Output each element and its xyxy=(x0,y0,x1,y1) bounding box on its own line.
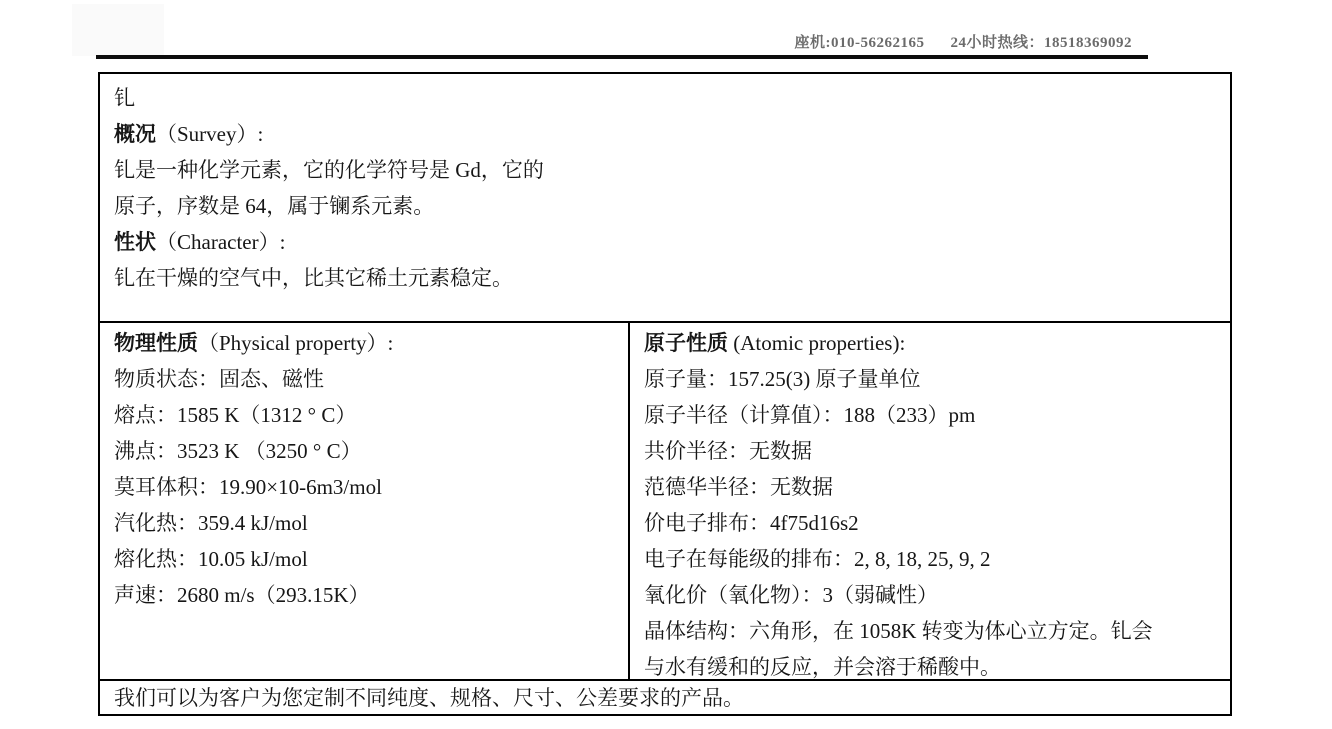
line-text: 声速：2680 m/s（293.15K） xyxy=(114,583,370,607)
text-line xyxy=(114,433,616,469)
element-title xyxy=(114,80,1216,116)
text-line xyxy=(114,361,616,397)
text-line xyxy=(114,116,1216,152)
header-contact xyxy=(794,31,1132,52)
line-text: 钆在干燥的空气中，比其它稀土元素稳定。 xyxy=(114,266,513,290)
text-line xyxy=(644,325,1218,361)
line-text: 电子在每能级的排布：2, 8, 18, 25, 9, 2 xyxy=(644,547,991,571)
text-line xyxy=(114,188,1216,224)
section-label: 概况 xyxy=(114,122,156,146)
line-text: 范德华半径：无数据 xyxy=(644,475,833,499)
text-line xyxy=(114,224,1216,260)
faded-logo xyxy=(72,4,164,56)
text-line xyxy=(114,397,616,433)
line-text: 沸点：3523 K （3250 ° C） xyxy=(114,439,362,463)
customization-note-row xyxy=(100,681,1230,714)
line-text: （Character）: xyxy=(156,230,286,254)
line-text: 物质状态：固态、磁性 xyxy=(114,367,324,391)
text-line xyxy=(644,397,1218,433)
line-text: 原子量：157.25(3) 原子量单位 xyxy=(644,367,921,391)
element-info-table xyxy=(98,72,1232,716)
text-line xyxy=(114,541,616,577)
line-text: 氧化价（氧化物）：3（弱碱性） xyxy=(644,583,938,607)
text-line xyxy=(644,613,1218,649)
text-line xyxy=(114,469,616,505)
line-text: 价电子排布：4f75d16s2 xyxy=(644,511,859,535)
section-label: 性状 xyxy=(114,230,156,254)
text-line xyxy=(644,469,1218,505)
text-line xyxy=(114,577,616,613)
line-text: 熔化热：10.05 kJ/mol xyxy=(114,547,308,571)
element-title-text: 钆 xyxy=(114,86,135,110)
text-line xyxy=(114,325,616,361)
text-line xyxy=(644,433,1218,469)
line-text: 晶体结构：六角形，在 1058K 转变为体心立方定。钆会 xyxy=(644,619,1153,643)
physical-properties-cell xyxy=(100,323,630,679)
properties-row xyxy=(100,323,1230,681)
line-text: 与水有缓和的反应，并会溶于稀酸中。 xyxy=(644,655,1001,679)
line-text: 原子，序数是 64，属于镧系元素。 xyxy=(114,194,435,218)
text-line xyxy=(644,541,1218,577)
section-label: 物理性质 xyxy=(114,331,198,355)
line-text: 钆是一种化学元素，它的化学符号是 Gd，它的 xyxy=(114,158,544,182)
text-line xyxy=(644,577,1218,613)
section-label: 原子性质 xyxy=(644,331,728,355)
line-text: 共价半径：无数据 xyxy=(644,439,812,463)
hotline-number: 24小时热线：18518369092 xyxy=(950,35,1132,51)
header-divider-rule xyxy=(96,55,1148,59)
text-line xyxy=(114,152,1216,188)
overview-section xyxy=(100,74,1230,323)
line-text: (Atomic properties): xyxy=(728,331,906,355)
landline-number: 座机:010-56262165 xyxy=(794,35,925,51)
text-line xyxy=(644,649,1218,679)
text-line xyxy=(644,505,1218,541)
line-text: 熔点：1585 K（1312 ° C） xyxy=(114,403,357,427)
line-text: 莫耳体积：19.90×10-6m3/mol xyxy=(114,475,382,499)
atomic-properties-cell xyxy=(630,323,1230,679)
line-text: （Physical property）: xyxy=(198,331,394,355)
line-text: （Survey）: xyxy=(156,122,264,146)
text-line xyxy=(644,361,1218,397)
customization-note: 我们可以为客户为您定制不同纯度、规格、尺寸、公差要求的产品。 xyxy=(114,685,744,710)
text-line xyxy=(114,505,616,541)
text-line xyxy=(114,260,1216,296)
line-text: 原子半径（计算值）：188（233）pm xyxy=(644,403,976,427)
line-text: 汽化热：359.4 kJ/mol xyxy=(114,511,308,535)
